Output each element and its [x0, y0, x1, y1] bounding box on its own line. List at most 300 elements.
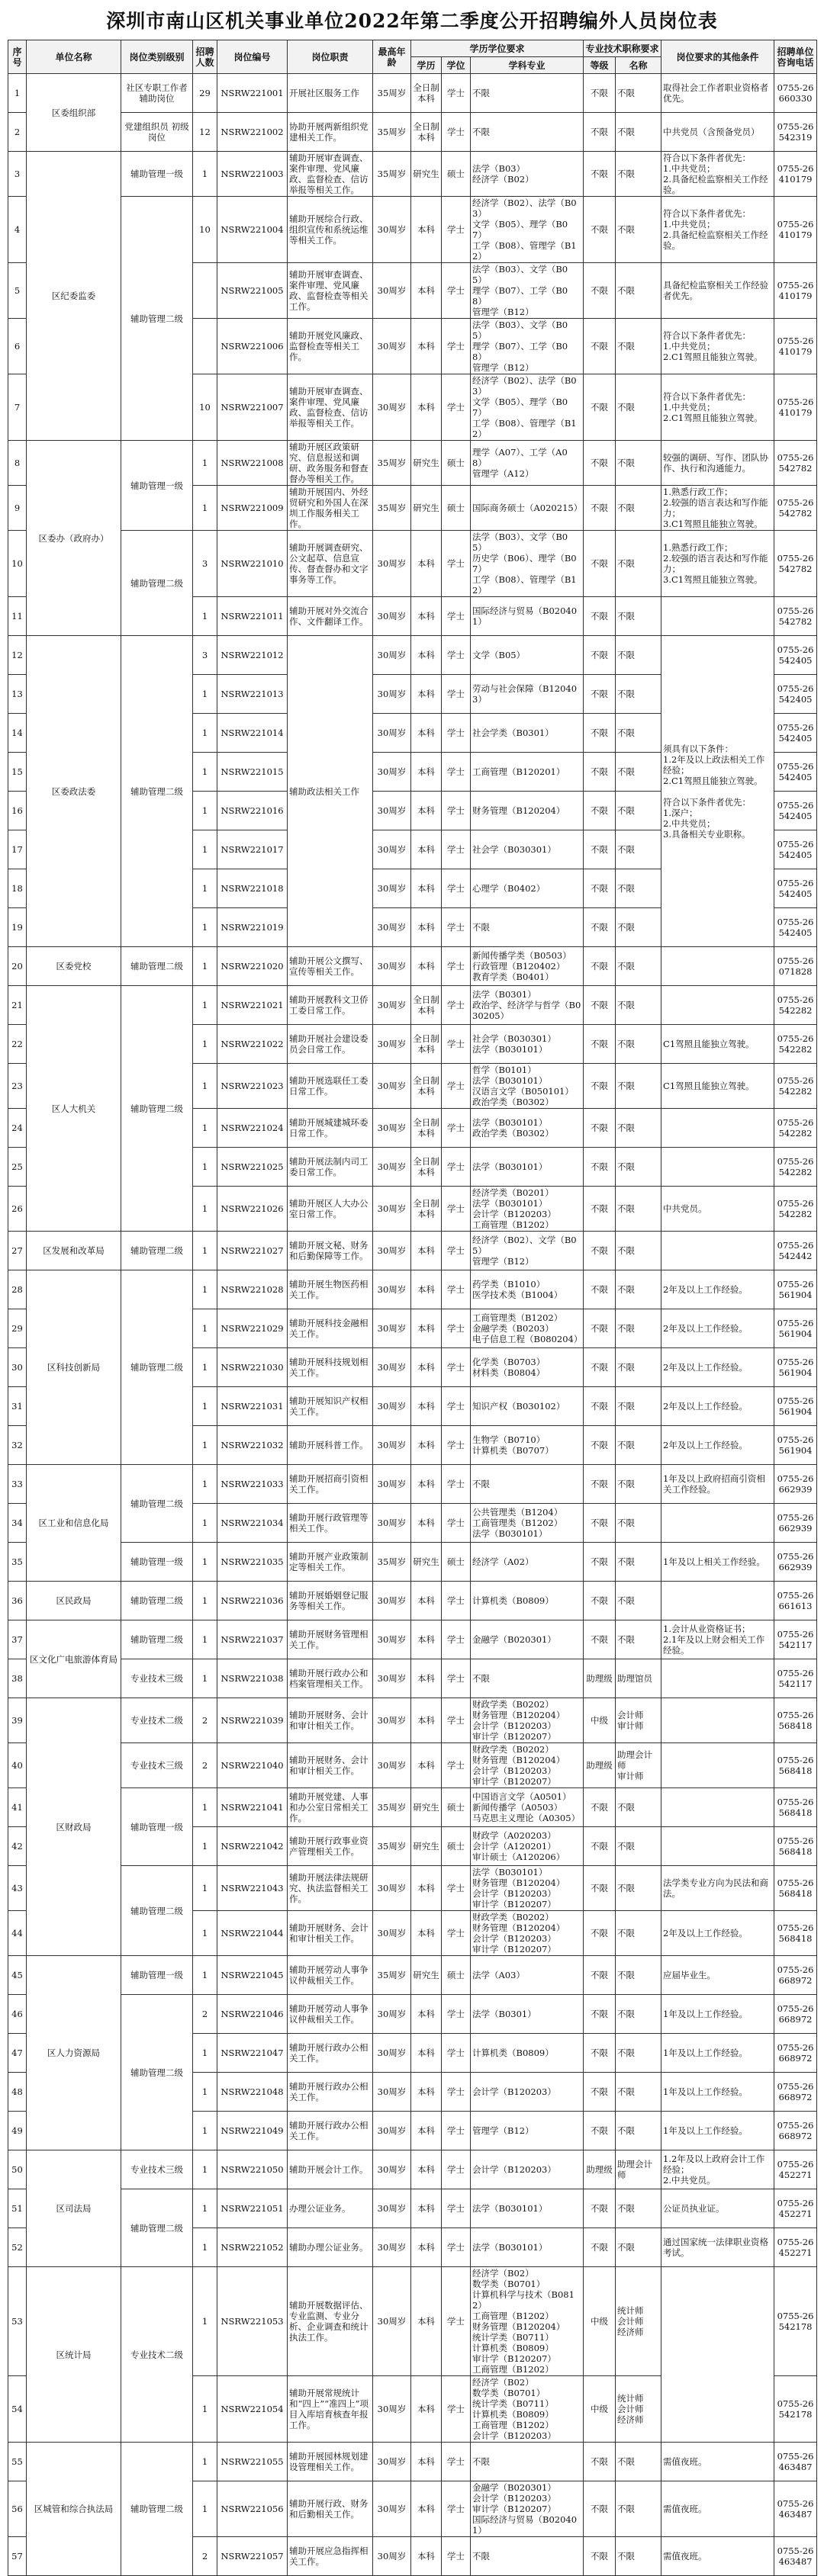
row-title-name: 不限	[616, 714, 661, 753]
row-major: 法学（A03）	[471, 1956, 584, 1995]
row-title-name: 不限	[616, 1187, 661, 1232]
row-phone: 0755-26542282	[774, 1025, 817, 1064]
row-seq: 55	[8, 2443, 27, 2481]
row-unit: 区委政法委	[27, 636, 121, 947]
row-category: 专业技术二级	[121, 1698, 193, 1743]
row-phone: 0755-26410179	[774, 374, 817, 441]
row-grade: 不限	[584, 263, 616, 319]
row-age: 30周岁	[373, 1232, 411, 1270]
row-major: 哲学（B0101） 法学（B030101） 汉语言文学（B050101） 政治学类（B0302）	[471, 1064, 584, 1109]
row-unit: 区工业和信息化局	[27, 1465, 121, 1582]
row-duty: 辅助开展行政管理等相关工作。	[288, 1504, 373, 1543]
row-title-name: 不限	[616, 2189, 661, 2228]
row-major: 知识产权（B030102）	[471, 1387, 584, 1426]
row-age: 30周岁	[373, 374, 411, 441]
row-major: 不限	[471, 113, 584, 152]
row-grade: 不限	[584, 2443, 616, 2481]
row-edu: 本科	[411, 531, 442, 597]
row-phone: 0755-26542405	[774, 792, 817, 830]
row-seq: 48	[8, 2073, 27, 2112]
row-age: 30周岁	[373, 2189, 411, 2228]
row-edu: 本科	[411, 2443, 442, 2481]
row-code: NSRW221039	[217, 1698, 288, 1743]
row-seq: 3	[8, 152, 27, 197]
row-degree: 学士	[442, 986, 471, 1025]
row-edu: 本科	[411, 597, 442, 636]
row-degree: 学士	[442, 1698, 471, 1743]
row-phone: 0755-26410179	[774, 197, 817, 263]
row-conditions	[661, 1582, 774, 1620]
row-edu: 研究生	[411, 486, 442, 531]
row-count: 1	[193, 1309, 217, 1348]
row-edu: 本科	[411, 830, 442, 869]
row-count: 1	[193, 792, 217, 830]
row-edu: 全日制本科	[411, 1109, 442, 1148]
row-degree: 学士	[442, 1064, 471, 1109]
row-edu: 研究生	[411, 1543, 442, 1582]
row-major: 不限	[471, 1465, 584, 1504]
row-major: 计算机类（B0809）	[471, 1582, 584, 1620]
row-conditions	[661, 2267, 774, 2443]
row-phone: 0755-26568418	[774, 1788, 817, 1827]
row-duty: 协助开展两新组织党建相关工作。	[288, 113, 373, 152]
row-count: 1	[193, 753, 217, 792]
row-major: 会计学（B120203）	[471, 2150, 584, 2189]
row-code: NSRW221027	[217, 1232, 288, 1270]
row-count: 12	[193, 113, 217, 152]
row-seq: 26	[8, 1187, 27, 1232]
row-duty: 辅助开展行政办公相关工作。	[288, 2112, 373, 2150]
header-edu: 学历	[411, 57, 442, 74]
row-seq: 40	[8, 1743, 27, 1788]
row-degree: 学士	[442, 1465, 471, 1504]
row-age: 30周岁	[373, 2150, 411, 2189]
table-row	[8, 1743, 817, 1788]
row-count: 1	[193, 441, 217, 486]
row-edu: 研究生	[411, 1956, 442, 1995]
row-grade: 不限	[584, 908, 616, 947]
row-count: 1	[193, 1788, 217, 1827]
row-degree: 学士	[442, 1743, 471, 1788]
row-category: 辅助管理一级	[121, 1543, 193, 1582]
row-count: 1	[193, 486, 217, 531]
row-age: 30周岁	[373, 792, 411, 830]
row-age: 30周岁	[373, 2073, 411, 2112]
row-seq: 57	[8, 2537, 27, 2576]
row-category: 辅助管理二级	[121, 986, 193, 1232]
row-degree: 学士	[442, 2443, 471, 2481]
row-major: 社会学（B030301）	[471, 830, 584, 869]
header-duty: 岗位职责	[288, 40, 373, 74]
row-unit: 区司法局	[27, 2150, 121, 2267]
row-conditions: 取得社会工作者职业资格者优先。	[661, 74, 774, 113]
row-conditions: 需值夜班。	[661, 2481, 774, 2537]
row-conditions: 需值夜班。	[661, 2537, 774, 2576]
row-edu: 本科	[411, 2034, 442, 2073]
row-code: NSRW221057	[217, 2537, 288, 2576]
row-code: NSRW221025	[217, 1148, 288, 1187]
row-code: NSRW221024	[217, 1109, 288, 1148]
row-code: NSRW221011	[217, 597, 288, 636]
row-count: 1	[193, 2073, 217, 2112]
row-conditions: 应届毕业生。	[661, 1956, 774, 1995]
row-seq: 5	[8, 263, 27, 319]
row-duty: 辅助开展党建、人事和办公室日常相关工作。	[288, 1788, 373, 1827]
row-edu: 研究生	[411, 152, 442, 197]
row-age: 35周岁	[373, 1956, 411, 1995]
row-age: 30周岁	[373, 1270, 411, 1309]
row-major: 法学（B030101）	[471, 1148, 584, 1187]
row-degree: 学士	[442, 2376, 471, 2443]
row-grade: 不限	[584, 2073, 616, 2112]
row-title-name: 不限	[616, 1064, 661, 1109]
table-row	[8, 1582, 817, 1620]
table-row	[8, 1620, 817, 1659]
row-category: 专业技术三级	[121, 1659, 193, 1698]
row-major: 法学（B03） 经济学（B02）	[471, 152, 584, 197]
row-duty: 开展社区服务工作	[288, 74, 373, 113]
row-code: NSRW221001	[217, 74, 288, 113]
row-major: 法学（B03）、文学（B05） 理学（B07）、工学（B08） 管理学（B12）	[471, 319, 584, 374]
row-conditions: 1年及以上工作经验。	[661, 2073, 774, 2112]
row-seq: 42	[8, 1827, 27, 1866]
row-edu: 研究生	[411, 441, 442, 486]
row-count: 1	[193, 986, 217, 1025]
row-age: 30周岁	[373, 1995, 411, 2034]
row-count: 1	[193, 1148, 217, 1187]
table-row	[8, 1543, 817, 1582]
row-count: 1	[193, 1387, 217, 1426]
row-grade: 不限	[584, 2481, 616, 2537]
row-grade: 不限	[584, 74, 616, 113]
row-title-name: 不限	[616, 152, 661, 197]
row-phone: 0755-26542282	[774, 986, 817, 1025]
row-seq: 54	[8, 2376, 27, 2443]
row-seq: 36	[8, 1582, 27, 1620]
row-grade: 不限	[584, 1543, 616, 1582]
row-conditions: 1.2年及以上政府会计工作经验； 2.中共党员。	[661, 2150, 774, 2189]
positions-table	[8, 40, 817, 2576]
row-major: 不限	[471, 2443, 584, 2481]
row-phone: 0755-26568418	[774, 1866, 817, 1911]
row-category: 辅助管理二级	[121, 2189, 193, 2267]
row-phone: 0755-26542282	[774, 1064, 817, 1109]
table-row	[8, 1270, 817, 1309]
row-degree: 学士	[442, 374, 471, 441]
row-title-name: 不限	[616, 2537, 661, 2576]
row-major: 财政学类（B0202） 财务管理（B120204） 会计学（B120203） 审计学（B120207）	[471, 1698, 584, 1743]
row-edu: 本科	[411, 2189, 442, 2228]
row-title-name: 不限	[616, 1426, 661, 1465]
row-category: 专业技术三级	[121, 1743, 193, 1788]
row-major: 法学（B03）、文学（B05） 理学（B07）、工学（B08） 管理学（B12）	[471, 263, 584, 319]
row-edu: 本科	[411, 1911, 442, 1956]
row-conditions: 符合以下条件者优先： 1.中共党员； 2.具备纪检监察相关工作经验。	[661, 197, 774, 263]
row-count: 1	[193, 1348, 217, 1387]
row-grade: 不限	[584, 1956, 616, 1995]
header-category: 岗位类别级别	[121, 40, 193, 74]
row-duty: 辅助开展党风廉政、监督检查等相关工作。	[288, 319, 373, 374]
row-degree: 学士	[442, 2481, 471, 2537]
row-title-name: 不限	[616, 2228, 661, 2267]
row-major: 金融学（B020301）	[471, 1620, 584, 1659]
row-unit: 区委党校	[27, 947, 121, 986]
table-row	[8, 74, 817, 113]
row-major: 法学（B030101）	[471, 2189, 584, 2228]
row-seq: 52	[8, 2228, 27, 2267]
row-title-name: 不限	[616, 1309, 661, 1348]
row-category: 专业技术三级	[121, 2150, 193, 2189]
row-grade: 不限	[584, 2189, 616, 2228]
row-age: 30周岁	[373, 908, 411, 947]
row-code: NSRW221053	[217, 2267, 288, 2376]
row-seq: 35	[8, 1543, 27, 1582]
row-conditions	[661, 1232, 774, 1270]
row-category: 辅助管理二级	[121, 1866, 193, 1956]
row-degree: 硕士	[442, 1788, 471, 1827]
row-code: NSRW221048	[217, 2073, 288, 2112]
row-conditions: 1年及以上工作经验。	[661, 1995, 774, 2034]
row-title-name: 不限	[616, 441, 661, 486]
row-conditions: 2年及以上工作经验。	[661, 1270, 774, 1309]
row-age: 30周岁	[373, 1187, 411, 1232]
row-age: 35周岁	[373, 1543, 411, 1582]
row-count: 1	[193, 1064, 217, 1109]
row-seq: 47	[8, 2034, 27, 2073]
row-duty: 辅助开展选联任工委日常工作。	[288, 1064, 373, 1109]
row-grade: 不限	[584, 792, 616, 830]
row-grade: 不限	[584, 636, 616, 675]
row-grade: 助理级	[584, 2150, 616, 2189]
row-seq: 38	[8, 1659, 27, 1698]
row-major: 财政学类（B0202） 财务管理（B120204） 会计学（B120203） 审计学（B120207）	[471, 1911, 584, 1956]
row-unit: 区城管和综合执法局	[27, 2443, 121, 2576]
row-seq: 6	[8, 319, 27, 374]
row-grade: 不限	[584, 2112, 616, 2150]
row-code: NSRW221043	[217, 1866, 288, 1911]
row-code: NSRW221031	[217, 1387, 288, 1426]
row-seq: 18	[8, 869, 27, 908]
row-degree: 学士	[442, 1582, 471, 1620]
row-title-name: 不限	[616, 2443, 661, 2481]
row-seq: 24	[8, 1109, 27, 1148]
row-count: 2	[193, 1995, 217, 2034]
row-duty: 辅助开展财务管理相关工作。	[288, 1620, 373, 1659]
row-age: 30周岁	[373, 1148, 411, 1187]
row-title-name: 不限	[616, 830, 661, 869]
row-grade: 不限	[584, 113, 616, 152]
row-degree: 学士	[442, 947, 471, 986]
row-conditions: 公证员执业证。	[661, 2189, 774, 2228]
row-duty: 辅助开展园林规划建设管理相关工作。	[288, 2443, 373, 2481]
row-degree: 学士	[442, 2267, 471, 2376]
row-count: 1	[193, 2034, 217, 2073]
row-degree: 学士	[442, 597, 471, 636]
row-conditions: C1驾照且能独立驾驶。	[661, 1025, 774, 1064]
row-degree: 硕士	[442, 1543, 471, 1582]
row-unit: 区发展和改革局	[27, 1232, 121, 1270]
row-category: 辅助管理二级	[121, 1582, 193, 1620]
row-grade: 不限	[584, 830, 616, 869]
row-degree: 学士	[442, 1504, 471, 1543]
row-duty: 辅助开展常规统计和“四上”“准四上”项目入库培育核查年报工作。	[288, 2376, 373, 2443]
row-title-name: 统计师 会计师 经济师	[616, 2267, 661, 2376]
row-phone: 0755-26542319	[774, 113, 817, 152]
row-title-name: 不限	[616, 1465, 661, 1504]
row-edu: 本科	[411, 1620, 442, 1659]
row-duty: 辅助开展劳动人事争议仲裁相关工作。	[288, 1956, 373, 1995]
row-major: 药学类（B1010） 医学技术类（B1004）	[471, 1270, 584, 1309]
row-degree: 学士	[442, 2073, 471, 2112]
row-edu: 本科	[411, 2537, 442, 2576]
table-row	[8, 2150, 817, 2189]
row-code: NSRW221021	[217, 986, 288, 1025]
row-age: 30周岁	[373, 1743, 411, 1788]
row-phone: 0755-26542405	[774, 869, 817, 908]
row-conditions: 符合以下条件者优先： 1.中共党员； 2.C1驾照且能独立驾驶。	[661, 374, 774, 441]
row-degree: 学士	[442, 1911, 471, 1956]
row-category: 辅助管理二级	[121, 1995, 193, 2150]
row-grade: 不限	[584, 1582, 616, 1620]
row-phone: 0755-26660330	[774, 74, 817, 113]
row-conditions: 1年及以上相关工作经验。	[661, 1543, 774, 1582]
row-title-name: 不限	[616, 636, 661, 675]
row-count: 1	[193, 2443, 217, 2481]
row-count: 1	[193, 714, 217, 753]
table-row	[8, 2443, 817, 2481]
row-category: 辅助管理二级	[121, 636, 193, 947]
row-conditions: 1年及以上工作经验。	[661, 2034, 774, 2073]
row-code: NSRW221019	[217, 908, 288, 947]
row-count: 2	[193, 1698, 217, 1743]
row-degree: 学士	[442, 74, 471, 113]
row-grade: 中级	[584, 1698, 616, 1743]
row-degree: 学士	[442, 1232, 471, 1270]
row-title-name: 不限	[616, 2073, 661, 2112]
row-unit: 区科技创新局	[27, 1270, 121, 1465]
row-phone: 0755-26463487	[774, 2537, 817, 2576]
row-major: 法学（B030101） 财务管理（B120204） 会计学（B120203） 审计学（B120207）	[471, 1866, 584, 1911]
row-degree: 学士	[442, 1187, 471, 1232]
row-title-name: 不限	[616, 1911, 661, 1956]
row-degree: 学士	[442, 714, 471, 753]
row-phone: 0755-26662939	[774, 1465, 817, 1504]
row-title-name: 不限	[616, 486, 661, 531]
row-age: 30周岁	[373, 830, 411, 869]
row-seq: 16	[8, 792, 27, 830]
row-grade: 不限	[584, 441, 616, 486]
row-title-name: 不限	[616, 1866, 661, 1911]
row-degree: 学士	[442, 1309, 471, 1348]
row-grade: 不限	[584, 753, 616, 792]
row-degree: 学士	[442, 1426, 471, 1465]
row-edu: 本科	[411, 947, 442, 986]
row-code: NSRW221032	[217, 1426, 288, 1465]
row-age: 30周岁	[373, 2112, 411, 2150]
row-category: 党建组织员 初级岗位	[121, 113, 193, 152]
row-phone: 0755-26542782	[774, 486, 817, 531]
row-grade: 不限	[584, 1504, 616, 1543]
row-phone: 0755-26542117	[774, 1620, 817, 1659]
row-seq: 53	[8, 2267, 27, 2376]
row-major: 经济学（B02）、法学（B03） 文学（B05）、理学（B07） 工学（B08）、管理学（B12）	[471, 197, 584, 263]
row-category: 辅助管理一级	[121, 1956, 193, 1995]
row-degree: 学士	[442, 1387, 471, 1426]
row-code: NSRW221030	[217, 1348, 288, 1387]
row-age: 30周岁	[373, 1025, 411, 1064]
row-grade: 不限	[584, 319, 616, 374]
row-grade: 不限	[584, 486, 616, 531]
row-edu: 本科	[411, 1995, 442, 2034]
row-age: 30周岁	[373, 986, 411, 1025]
row-degree: 学士	[442, 319, 471, 374]
row-grade: 不限	[584, 675, 616, 714]
row-conditions: 2年及以上工作经验。	[661, 1911, 774, 1956]
row-unit: 区纪委监委	[27, 152, 121, 441]
row-conditions	[661, 947, 774, 986]
row-duty: 辅助开展调查研究、公文起草、信息宣传、督查督办和文字事务等工作。	[288, 531, 373, 597]
row-degree: 学士	[442, 1270, 471, 1309]
table-body	[8, 74, 817, 2576]
row-age: 30周岁	[373, 2267, 411, 2376]
row-code: NSRW221036	[217, 1582, 288, 1620]
row-phone: 0755-26561904	[774, 1270, 817, 1309]
row-conditions: 中共党员。	[661, 1187, 774, 1232]
row-seq: 8	[8, 441, 27, 486]
row-edu: 本科	[411, 263, 442, 319]
row-title-name: 不限	[616, 1148, 661, 1187]
row-degree: 学士	[442, 2228, 471, 2267]
row-title-name: 不限	[616, 1348, 661, 1387]
row-major: 法学（B0301） 政治学、经济学与哲学（B030205）	[471, 986, 584, 1025]
row-age: 30周岁	[373, 1387, 411, 1426]
row-phone: 0755-26568418	[774, 1698, 817, 1743]
table-row	[8, 1232, 817, 1270]
row-title-name: 不限	[616, 908, 661, 947]
row-unit: 区人力资源局	[27, 1956, 121, 2150]
row-count: 1	[193, 675, 217, 714]
row-category: 辅助管理二级	[121, 947, 193, 986]
row-title-name: 不限	[616, 1109, 661, 1148]
row-grade: 不限	[584, 1025, 616, 1064]
row-code: NSRW221034	[217, 1504, 288, 1543]
row-age: 35周岁	[373, 486, 411, 531]
row-degree: 学士	[442, 263, 471, 319]
row-edu: 全日制本科	[411, 1148, 442, 1187]
row-title-name: 助理会计师 审计师	[616, 1743, 661, 1788]
row-title-name: 不限	[616, 113, 661, 152]
row-conditions: 1年及以上政府招商引资相关工作经验。	[661, 1465, 774, 1504]
row-count: 1	[193, 830, 217, 869]
row-title-name: 不限	[616, 986, 661, 1025]
row-count: 1	[193, 908, 217, 947]
row-code: NSRW221047	[217, 2034, 288, 2073]
row-major: 心理学（B0402）	[471, 869, 584, 908]
row-grade: 不限	[584, 869, 616, 908]
row-title-name: 不限	[616, 1270, 661, 1309]
row-major: 法学（B030101） 政治学类（B0302）	[471, 1109, 584, 1148]
row-seq: 33	[8, 1465, 27, 1504]
header-conditions: 岗位要求的其他条件	[661, 40, 774, 74]
row-edu: 本科	[411, 2150, 442, 2189]
row-count: 3	[193, 531, 217, 597]
row-count	[193, 263, 217, 319]
row-code: NSRW221049	[217, 2112, 288, 2150]
row-duty: 辅助开展数据评估、专业监测、专业分析、企业调查和统计执法工作。	[288, 2267, 373, 2376]
row-title-name: 不限	[616, 597, 661, 636]
row-duty: 辅助开展财务、会计和审计相关工作。	[288, 1743, 373, 1788]
row-conditions: 须具有以下条件： 1.2年及以上政法相关工作经验； 2.C1驾照且能独立驾驶。 符合以下条件者优先： 1.深户； 2.中共党员； 3.具备相关专业职称。	[661, 636, 774, 947]
